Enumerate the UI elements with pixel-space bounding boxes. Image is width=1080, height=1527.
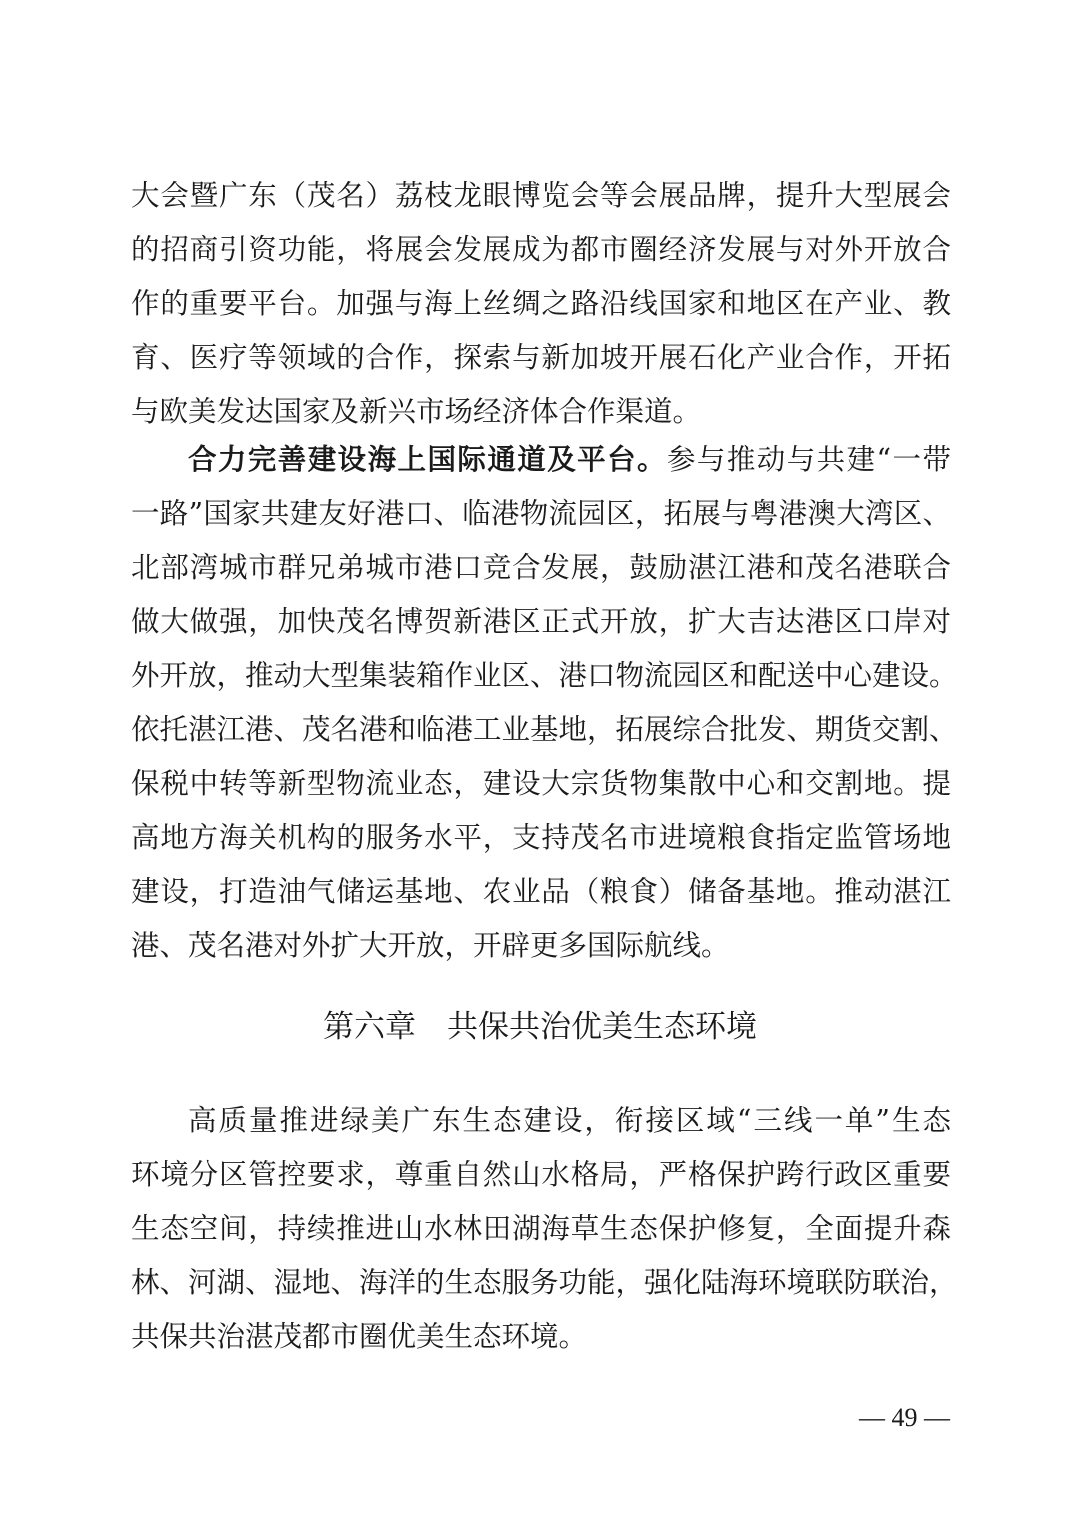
text-line: 共保共治湛茂都市圈优美生态环境。 xyxy=(131,1320,588,1353)
paragraph-ecology xyxy=(131,1094,958,1364)
text-line: 作的重要平台。加强与海上丝绸之路沿线国家和地区在产业、教 xyxy=(131,287,951,320)
text-line: 林、河湖、湿地、海洋的生态服务功能，强化陆海环境联防联治， xyxy=(131,1266,958,1299)
text-line: 高质量推进绿美广东生态建设，衔接区域“三线一单”生态 xyxy=(188,1104,951,1137)
paragraph-maritime-channel xyxy=(131,433,958,973)
text-fragment: 参与推动与共建“一带 xyxy=(666,443,951,476)
text-line: 依托湛江港、茂名港和临港工业基地，拓展综合批发、期货交割、 xyxy=(131,713,958,746)
text-line: 建设，打造油气储运基地、农业品（粮食）储备基地。推动湛江 xyxy=(131,875,951,908)
text-line: 做大做强，加快茂名博贺新港区正式开放，扩大吉达港区口岸对 xyxy=(131,605,951,638)
text-line: 保税中转等新型物流业态，建设大宗货物集散中心和交割地。提 xyxy=(131,767,951,800)
text-line: 北部湾城市群兄弟城市港口竞合发展，鼓励湛江港和茂名港联合 xyxy=(131,551,951,584)
text-line: 的招商引资功能，将展会发展成为都市圈经济发展与对外开放合 xyxy=(131,233,951,266)
text-line: 港、茂名港对外扩大开放，开辟更多国际航线。 xyxy=(131,929,730,962)
text-line: 一路”国家共建友好港口、临港物流园区，拓展与粤港澳大湾区、 xyxy=(131,497,951,530)
paragraph-heading: 合力完善建设海上国际通道及平台。 xyxy=(188,443,667,476)
text-line: 大会暨广东（茂名）荔枝龙眼博览会等会展品牌，提升大型展会 xyxy=(131,179,951,212)
page-number: — 49 — xyxy=(859,1403,950,1432)
paragraph-exhibition xyxy=(131,169,951,439)
text-line: 环境分区管控要求，尊重自然山水格局，严格保护跨行政区重要 xyxy=(131,1158,951,1191)
text-line: 与欧美发达国家及新兴市场经济体合作渠道。 xyxy=(131,395,702,428)
text-line xyxy=(131,433,951,487)
text-line: 生态空间，持续推进山水林田湖海草生态保护修复，全面提升森 xyxy=(131,1212,951,1245)
text-line: 高地方海关机构的服务水平，支持茂名市进境粮食指定监管场地 xyxy=(131,821,951,854)
text-line: 育、医疗等领域的合作，探索与新加坡开展石化产业合作，开拓 xyxy=(131,341,951,374)
chapter-title: 第六章 共保共治优美生态环境 xyxy=(323,1009,757,1045)
text-line: 外开放，推动大型集装箱作业区、港口物流园区和配送中心建设。 xyxy=(131,659,958,692)
